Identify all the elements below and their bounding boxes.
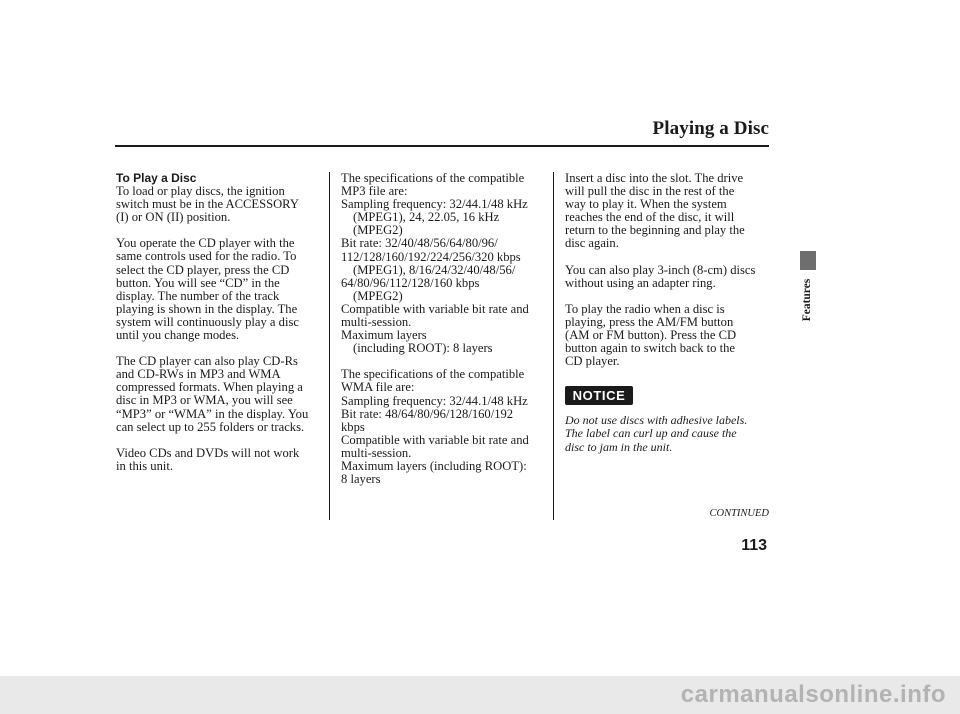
mp3-layers: Maximum layers — [341, 328, 427, 343]
notice-badge — [565, 386, 633, 405]
column-2 — [341, 172, 553, 486]
continued-label: CONTINUED — [709, 508, 769, 519]
mp3-sampling-detail: (MPEG1), 24, 22.05, 16 kHz (MPEG2) — [353, 210, 500, 238]
watermark-text: carmanualsonline.info — [680, 681, 946, 708]
column-divider-1 — [329, 172, 330, 520]
column-1 — [116, 172, 328, 473]
mp3-layers-detail: (including ROOT): 8 layers — [353, 341, 493, 356]
side-tab-label: Features — [801, 278, 813, 322]
page-title: Playing a Disc — [652, 118, 769, 139]
paragraph-video: Video CDs and DVDs will not work in this unit. — [116, 445, 300, 473]
title-rule — [115, 145, 769, 147]
mp3-bitrate-detail-2: 64/80/96/112/128/160 kbps — [341, 275, 480, 290]
wma-bitrate: Bit rate: 48/64/80/96/128/160/192 kbps — [341, 406, 514, 434]
side-tab — [796, 280, 818, 320]
notice-text: Do not use discs with adhesive labels. The label can curl up and cause the disc to jam in the unit. — [565, 413, 748, 454]
paragraph-insert-disc: Insert a disc into the slot. The drive will pull the disc in the rest of the way to play it. When the system reaches the end of the disc, it will return to the beginning and play the disc again. — [565, 171, 745, 251]
notice-label: NOTICE — [572, 388, 626, 403]
mp3-bitrate: Bit rate: 32/40/48/56/64/80/96/ 112/128/160/192/224/256/320 kbps — [341, 236, 521, 264]
wma-sampling: Sampling frequency: 32/44.1/48 kHz — [341, 393, 528, 408]
section-heading: To Play a Disc — [116, 171, 197, 185]
mp3-sampling: Sampling frequency: 32/44.1/48 kHz — [341, 197, 528, 212]
paragraph-radio-switch: To play the radio when a disc is playing, press the AM/FM button (AM or FM button). Press the CD button again to switch back to the CD player. — [565, 301, 737, 369]
wma-vbr: Compatible with variable bit rate and multi-session. — [341, 432, 529, 460]
watermark-bar — [0, 676, 960, 714]
wma-layers: Maximum layers (including ROOT): 8 layers — [341, 458, 527, 487]
mp3-bitrate-detail-3: (MPEG2) — [353, 288, 403, 303]
mp3-vbr: Compatible with variable bit rate and multi-session. — [341, 301, 529, 330]
mp3-bitrate-detail-1: (MPEG1), 8/16/24/32/40/48/56/ — [353, 262, 516, 277]
paragraph-controls: You operate the CD player with the same controls used for the radio. To select the CD player, press the CD button. You will see “CD” in the display. The number of the track playing is shown in the display. The system will continuously play a disc until you change modes. — [116, 236, 299, 343]
paragraph-small-discs: You can also play 3-inch (8-cm) discs without using an adapter ring. — [565, 262, 756, 290]
page-number: 113 — [741, 537, 767, 554]
paragraph-ignition: To load or play discs, the ignition switch must be in the ACCESSORY (I) or ON (II) position. — [116, 184, 299, 225]
side-tab-marker — [800, 251, 816, 270]
wma-intro: The specifications of the compatible WMA file are: — [341, 367, 525, 395]
paragraph-formats: The CD player can also play CD-Rs and CD-RWs in MP3 and WMA compressed formats. When playing a disc in MP3 or WMA, you will see “MP3” or “WMA” in the display. You can select up to 255 folders or tracks. — [116, 354, 309, 434]
column-3 — [565, 172, 775, 368]
mp3-intro: The specifications of the compatible MP3 file are: — [341, 171, 525, 199]
column-divider-2 — [553, 172, 554, 520]
